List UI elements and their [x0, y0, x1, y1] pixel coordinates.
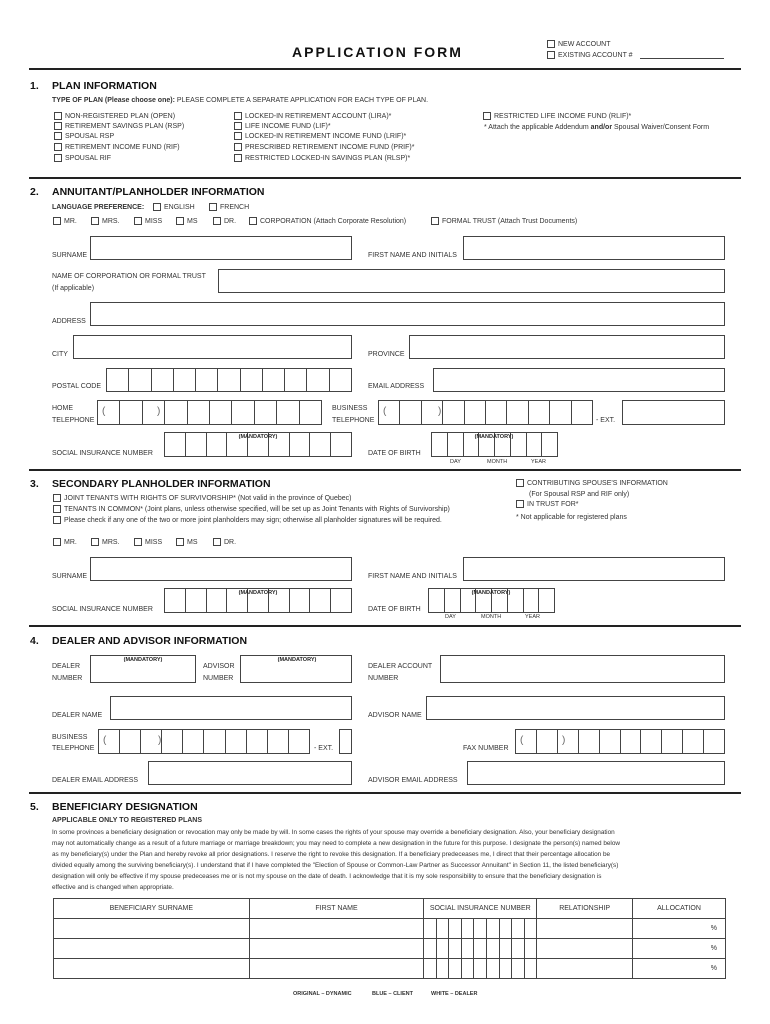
title-mrs[interactable]: MRS.: [91, 538, 120, 547]
number-label: NUMBER: [52, 675, 83, 682]
plan-option[interactable]: RETIREMENT SAVINGS PLAN (RSP): [54, 122, 184, 131]
checkbox[interactable]: [53, 538, 61, 546]
checkbox[interactable]: [54, 112, 62, 120]
advisor-email-label: ADVISOR EMAIL ADDRESS: [368, 777, 458, 784]
beneficiary-text-line: as my beneficiary(s) under the Plan and hereby revoke all prior designations. I reserve the right to revoke this designation. If a beneficiary predeceases me, I direct that their percentage allocation be: [52, 851, 611, 858]
any-signer-option[interactable]: Please check if any one of the two or more joint planholders may sign; otherwise all planholder signatures will be required.: [53, 516, 442, 525]
section-1-number: 1.: [30, 80, 39, 92]
business-telephone-field[interactable]: [378, 400, 593, 425]
beneficiary-relationship-cell[interactable]: [537, 959, 633, 979]
plan-option[interactable]: NON-REGISTERED PLAN (OPEN): [54, 112, 175, 121]
dealer-label: DEALER: [52, 663, 81, 670]
beneficiary-text-line: effective and is changed when appropriate.: [52, 884, 174, 891]
mandatory-label: (MANDATORY): [277, 657, 317, 663]
dob-label: DATE OF BIRTH: [368, 450, 421, 457]
checkbox[interactable]: [483, 112, 491, 120]
city-label: CITY: [52, 351, 68, 358]
first-name-label: FIRST NAME AND INITIALS: [368, 573, 457, 580]
dealer-account-label: DEALER ACCOUNT: [368, 663, 433, 670]
checkbox[interactable]: [54, 122, 62, 130]
section-3-title: SECONDARY PLANHOLDER INFORMATION: [52, 478, 271, 490]
new-account-option[interactable]: NEW ACCOUNT: [547, 40, 611, 49]
checkbox[interactable]: [234, 132, 242, 140]
title-mrs[interactable]: MRS.: [91, 217, 120, 226]
home-label: HOME: [52, 405, 73, 412]
table-row: [54, 919, 726, 939]
beneficiary-surname-cell[interactable]: [54, 919, 250, 939]
month-label: MONTH: [487, 459, 508, 465]
area-code-close: ): [157, 406, 161, 417]
dealer-telephone-field[interactable]: [98, 729, 310, 754]
dealer-ext-field[interactable]: [339, 729, 352, 754]
beneficiary-relationship-cell[interactable]: [537, 919, 633, 939]
email-field[interactable]: [433, 368, 725, 392]
corp-name-field[interactable]: [218, 269, 725, 293]
mandatory-label: (MANDATORY): [471, 590, 511, 596]
col-sin-header: SOCIAL INSURANCE NUMBER: [424, 899, 537, 919]
contrib-note: (For Spousal RSP and RIF only): [529, 491, 630, 498]
section-5-title: BENEFICIARY DESIGNATION: [52, 801, 198, 813]
checkbox[interactable]: [213, 538, 221, 546]
day-label: DAY: [445, 614, 456, 620]
checkbox[interactable]: [134, 538, 142, 546]
surname-label: SURNAME: [52, 573, 88, 580]
beneficiary-surname-cell[interactable]: [54, 939, 250, 959]
fax-field[interactable]: [515, 729, 725, 754]
checkbox[interactable]: [213, 217, 221, 225]
table-header-row: [54, 899, 726, 919]
title-mr[interactable]: MR.: [53, 217, 77, 226]
checkbox[interactable]: [54, 132, 62, 140]
beneficiary-first-name-cell[interactable]: [249, 959, 424, 979]
if-applicable-label: (If applicable): [52, 285, 95, 292]
corp-name-label: NAME OF CORPORATION OR FORMAL TRUST: [52, 273, 206, 280]
year-label: YEAR: [525, 614, 540, 620]
table-row: [54, 959, 726, 979]
beneficiary-text-line: may not automatically change as a result of a future marriage or marriage breakdown; you may need to complete a new designation in the future for this purpose. I designate the person(s) named below: [52, 840, 621, 847]
beneficiary-table: [53, 898, 726, 979]
plan-option[interactable]: LOCKED-IN RETIREMENT INCOME FUND (LRIF)*: [234, 132, 406, 141]
existing-account-checkbox[interactable]: [547, 51, 555, 59]
beneficiary-first-name-cell[interactable]: [249, 919, 424, 939]
secondary-surname-field[interactable]: [90, 557, 352, 581]
footer-white: WHITE – DEALER: [431, 991, 478, 997]
advisor-name-field[interactable]: [426, 696, 725, 720]
checkbox[interactable]: [176, 538, 184, 546]
contributing-spouse-option[interactable]: CONTRIBUTING SPOUSE'S INFORMATION: [516, 479, 668, 488]
ext-label: - EXT.: [314, 745, 334, 752]
checkbox[interactable]: [91, 217, 99, 225]
beneficiary-text-line: designation will only be effective if my spouse predeceases me or is not my spouse on the date of death. I acknowledge that it is my sole responsibility to ensure that the beneficiary designation is: [52, 873, 602, 880]
day-label: DAY: [450, 459, 461, 465]
beneficiary-text-line: divided equally among the surviving beneficiary(s). I understand that if I have completed the "Election of Spouse or Common-Law Partner as Successor Annuitant" in Section 11, the listed beneficiary(s): [52, 862, 619, 869]
checkbox[interactable]: [53, 494, 61, 502]
advisor-email-field[interactable]: [467, 761, 725, 785]
province-label: PROVINCE: [368, 351, 405, 358]
divider: [29, 469, 741, 471]
dealer-email-label: DEALER EMAIL ADDRESS: [52, 777, 139, 784]
ext-field[interactable]: [622, 400, 725, 425]
surname-field[interactable]: [90, 236, 352, 260]
mandatory-label: (MANDATORY): [238, 590, 278, 596]
email-label: EMAIL ADDRESS: [368, 383, 425, 390]
beneficiary-allocation-cell[interactable]: %: [633, 919, 726, 939]
surname-label: SURNAME: [52, 252, 88, 259]
province-field[interactable]: [409, 335, 725, 359]
existing-account-line[interactable]: [640, 58, 724, 59]
dealer-account-field[interactable]: [440, 655, 725, 683]
dob-label: DATE OF BIRTH: [368, 606, 421, 613]
language-french[interactable]: FRENCH: [209, 203, 249, 212]
telephone-label: TELEPHONE: [52, 417, 95, 424]
formal-trust-option[interactable]: FORMAL TRUST (Attach Trust Documents): [431, 217, 577, 226]
plan-option[interactable]: LOCKED-IN RETIREMENT ACCOUNT (LIRA)*: [234, 112, 391, 121]
title-dr[interactable]: DR.: [213, 217, 236, 226]
checkbox[interactable]: [54, 143, 62, 151]
area-code-open: (: [520, 735, 524, 746]
language-english[interactable]: ENGLISH: [153, 203, 195, 212]
plan-option[interactable]: RESTRICTED LOCKED-IN SAVINGS PLAN (RLSP)*: [234, 154, 410, 163]
month-label: MONTH: [481, 614, 502, 620]
beneficiary-sin-cell[interactable]: [424, 959, 537, 979]
plan-type-label: TYPE OF PLAN (Please choose one): PLEASE COMPLETE A SEPARATE APPLICATION FOR EACH TYPE OF PLAN.: [52, 97, 429, 104]
tenants-in-common-option[interactable]: TENANTS IN COMMON* (Joint plans, unless otherwise specified, will be set up as Joint Tenants with Rights of Survivorship): [53, 505, 450, 514]
title-miss[interactable]: MISS: [134, 217, 162, 226]
first-name-label: FIRST NAME AND INITIALS: [368, 252, 457, 259]
address-field[interactable]: [90, 302, 725, 326]
divider: [29, 625, 741, 627]
section-2-number: 2.: [30, 186, 39, 198]
postal-code-field[interactable]: [106, 368, 352, 392]
not-applicable-note: * Not applicable for registered plans: [516, 514, 627, 521]
beneficiary-relationship-cell[interactable]: [537, 939, 633, 959]
table-row: [54, 939, 726, 959]
dealer-email-field[interactable]: [148, 761, 352, 785]
checkbox[interactable]: [134, 217, 142, 225]
area-code-open: (: [103, 735, 107, 746]
beneficiary-sin-cell[interactable]: [424, 919, 537, 939]
mandatory-label: (MANDATORY): [238, 434, 278, 440]
beneficiary-allocation-cell[interactable]: %: [633, 959, 726, 979]
checkbox[interactable]: [234, 122, 242, 130]
col-first-name-header: FIRST NAME: [249, 899, 424, 919]
plan-option[interactable]: PRESCRIBED RETIREMENT INCOME FUND (PRIF)*: [234, 143, 414, 152]
dealer-name-field[interactable]: [110, 696, 352, 720]
checkbox[interactable]: [209, 203, 217, 211]
checkbox[interactable]: [431, 217, 439, 225]
city-field[interactable]: [73, 335, 352, 359]
area-code-close: ): [562, 735, 566, 746]
plan-option[interactable]: SPOUSAL RIF: [54, 154, 111, 163]
checkbox[interactable]: [153, 203, 161, 211]
checkbox[interactable]: [54, 154, 62, 162]
checkbox[interactable]: [91, 538, 99, 546]
mandatory-label: (MANDATORY): [123, 657, 163, 663]
title-mr[interactable]: MR.: [53, 538, 77, 547]
secondary-first-name-field[interactable]: [463, 557, 725, 581]
checkbox[interactable]: [234, 112, 242, 120]
checkbox[interactable]: [53, 516, 61, 524]
title-dr[interactable]: DR.: [213, 538, 236, 547]
area-code-open: (: [383, 406, 387, 417]
home-telephone-field[interactable]: [97, 400, 322, 425]
section-1-title: PLAN INFORMATION: [52, 80, 157, 92]
business-telephone-label: TELEPHONE: [332, 417, 375, 424]
dealer-name-label: DEALER NAME: [52, 712, 103, 719]
title-miss[interactable]: MISS: [134, 538, 162, 547]
area-code-close: ): [438, 406, 442, 417]
plan-option-rlif[interactable]: RESTRICTED LIFE INCOME FUND (RLIF)*: [483, 112, 631, 121]
telephone-label: TELEPHONE: [52, 745, 95, 752]
checkbox[interactable]: [53, 505, 61, 513]
col-allocation-header: ALLOCATION: [633, 899, 726, 919]
business-label: BUSINESS: [332, 405, 368, 412]
section-3-number: 3.: [30, 478, 39, 490]
divider: [29, 68, 741, 70]
beneficiary-text-line: In some provinces a beneficiary designation or revocation may only be made by will. In some cases the rights of your spouse may override a beneficiary designation. Also, your beneficiary designation: [52, 829, 615, 836]
footer-original: ORIGINAL – DYNAMIC: [293, 991, 352, 997]
section-2-title: ANNUITANT/PLANHOLDER INFORMATION: [52, 186, 265, 198]
new-account-checkbox[interactable]: [547, 40, 555, 48]
fax-label: FAX NUMBER: [463, 745, 509, 752]
advisor-name-label: ADVISOR NAME: [368, 712, 422, 719]
divider: [29, 177, 741, 179]
form-title: APPLICATION FORM: [292, 44, 463, 60]
checkbox[interactable]: [249, 217, 257, 225]
sin-label: SOCIAL INSURANCE NUMBER: [52, 450, 153, 457]
in-trust-option[interactable]: IN TRUST FOR*: [516, 500, 578, 509]
first-name-field[interactable]: [463, 236, 725, 260]
joint-tenants-option[interactable]: JOINT TENANTS WITH RIGHTS OF SURVIVORSHIP* (Not valid in the province of Quebec): [53, 494, 351, 503]
checkbox[interactable]: [176, 217, 184, 225]
postal-code-label: POSTAL CODE: [52, 383, 102, 390]
beneficiary-allocation-cell[interactable]: %: [633, 939, 726, 959]
col-surname-header: BENEFICIARY SURNAME: [54, 899, 250, 919]
address-label: ADDRESS: [52, 318, 86, 325]
title-ms[interactable]: MS: [176, 538, 198, 547]
plan-option[interactable]: SPOUSAL RSP: [54, 132, 114, 141]
checkbox[interactable]: [53, 217, 61, 225]
area-code-close: ): [158, 735, 162, 746]
plan-option[interactable]: RETIREMENT INCOME FUND (RIF): [54, 143, 180, 152]
checkbox[interactable]: [516, 500, 524, 508]
footer-blue: BLUE – CLIENT: [372, 991, 413, 997]
number-label: NUMBER: [203, 675, 234, 682]
section-5-number: 5.: [30, 801, 39, 813]
addendum-note: * Attach the applicable Addendum and/or Spousal Waiver/Consent Form: [484, 124, 710, 131]
ext-label: - EXT.: [596, 417, 616, 424]
area-code-open: (: [102, 406, 106, 417]
number-label: NUMBER: [368, 675, 399, 682]
divider: [29, 792, 741, 794]
mandatory-label: (MANDATORY): [474, 434, 514, 440]
title-ms[interactable]: MS: [176, 217, 198, 226]
checkbox[interactable]: [234, 143, 242, 151]
corporation-option[interactable]: CORPORATION (Attach Corporate Resolution): [249, 217, 406, 226]
year-label: YEAR: [531, 459, 546, 465]
section-4-number: 4.: [30, 635, 39, 647]
advisor-label: ADVISOR: [203, 663, 235, 670]
section-4-title: DEALER AND ADVISOR INFORMATION: [52, 635, 248, 647]
beneficiary-sin-cell[interactable]: [424, 939, 537, 959]
beneficiary-first-name-cell[interactable]: [249, 939, 424, 959]
col-relationship-header: RELATIONSHIP: [537, 899, 633, 919]
beneficiary-surname-cell[interactable]: [54, 959, 250, 979]
business-label: BUSINESS: [52, 734, 88, 741]
checkbox[interactable]: [234, 154, 242, 162]
sin-label: SOCIAL INSURANCE NUMBER: [52, 606, 153, 613]
existing-account-option[interactable]: EXISTING ACCOUNT #: [547, 51, 633, 60]
checkbox[interactable]: [516, 479, 524, 487]
language-label: LANGUAGE PREFERENCE:: [52, 204, 145, 211]
applicable-note: APPLICABLE ONLY TO REGISTERED PLANS: [52, 817, 203, 824]
plan-option[interactable]: LIFE INCOME FUND (LIF)*: [234, 122, 331, 131]
